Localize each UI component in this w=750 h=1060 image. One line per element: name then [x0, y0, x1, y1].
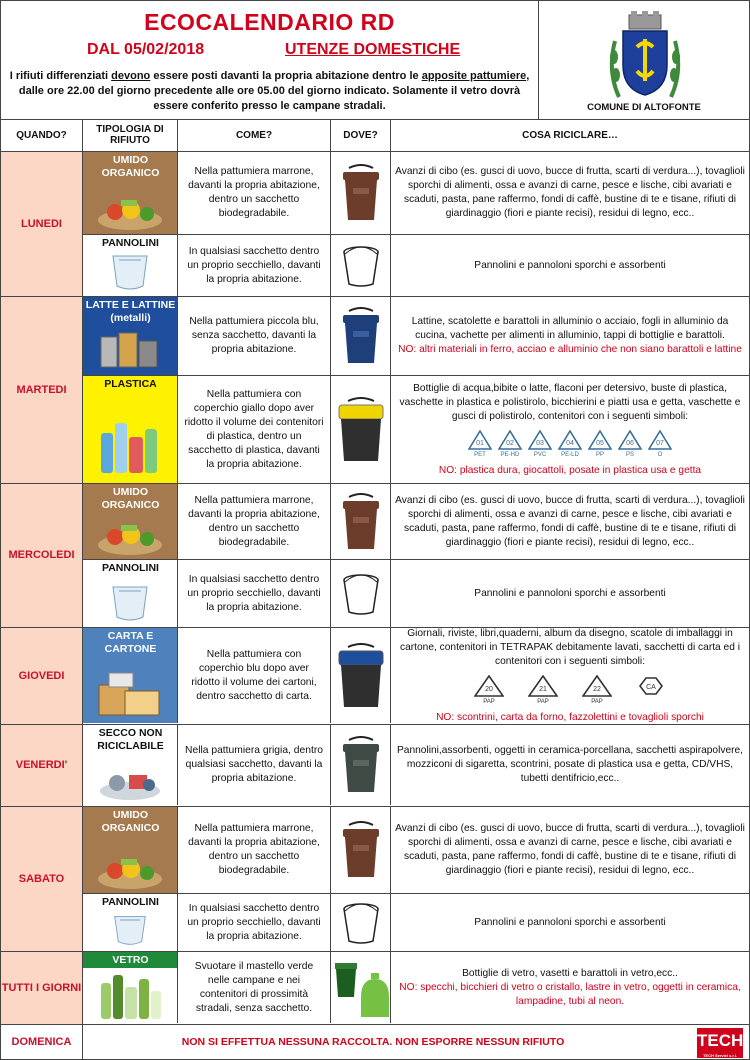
recycle-triangle-icon: [528, 675, 558, 697]
plastic-symbols: [395, 430, 745, 462]
dove-pannolini: [331, 235, 391, 296]
day-tutti: [1, 952, 749, 1025]
type-pannolini: PANNOLINI: [83, 235, 178, 296]
day-label: TUTTI I GIORNI: [1, 952, 83, 1024]
blue-bin-icon: [339, 307, 383, 365]
col-quando: QUANDO?: [1, 119, 83, 151]
bucket-icon: [341, 572, 381, 616]
brown-bin-icon: [339, 821, 383, 879]
recycle-triangle-icon: [588, 430, 612, 450]
recycle-triangle-icon: [474, 675, 504, 697]
paper-boxes-icon: [95, 667, 165, 719]
diaper-icon: [95, 911, 165, 947]
col-tipologia: TIPOLOGIA DI RIFIUTO: [83, 119, 178, 151]
yellow-lid-bin-icon: [336, 397, 386, 463]
svg-text:02: 02: [506, 439, 514, 447]
dove-pannolini: [331, 894, 391, 951]
row-pannolini: [83, 559, 749, 627]
bucket-icon: [341, 244, 381, 288]
recycle-triangle-icon: [582, 675, 612, 697]
diaper-icon: [95, 579, 165, 623]
row-pannolini: [83, 893, 749, 951]
cosa-pannolini: Pannolini e pannoloni sporchi e assorbenti: [474, 916, 666, 928]
diaper-icon: [95, 248, 165, 292]
column-headers: [1, 119, 749, 152]
cosa-umido: Avanzi di cibo (es. gusci di uovo, bucce di frutta, scarti di verdura...), tovaglioli sporchi di alimenti, ossa e avanzi di carne, pesce e lische, cibi avariati e scaduti, pasta, pane raffermo, fondi di caffè, bustine di te e tisane, rifiuti di giardinaggio (fiori e piante recisi), residui di legno, ecc..: [395, 823, 745, 876]
come-carta: Nella pattumiera con coperchio blu dopo aver ridotto il volume dei cartoni, dentro sacchetto di carta.: [178, 628, 331, 723]
day-label: MARTEDI: [1, 297, 83, 483]
plastica-no: NO: plastica dura, giocattoli, posate in plastica usa e getta: [438, 464, 702, 476]
page-title: ECOCALENDARIO RD: [144, 9, 395, 35]
row-pannolini: [83, 234, 749, 296]
cosa-latte: Lattine, scatolette e barattoli in alluminio o acciaio, fogli in alluminio da cucina, vachette per alimenti in alluminio, tappi di bottiglie e barattoli. NO: altri materiali in ferro, acciao e alluminio che non siano barattoli e lattine: [391, 297, 749, 375]
type-umido: UMIDO ORGANICO: [83, 152, 178, 234]
plastic-bottles-icon: [95, 415, 165, 477]
row-carta: [83, 628, 749, 723]
latte-no: NO: altri materiali in ferro, acciao e alluminio che non siano barattoli e lattine: [398, 344, 742, 355]
cans-icon: [95, 327, 165, 371]
cosa-plastica: Bottiglie di acqua,bibite o latte, flaconi per detersivo, buste di plastica, vaschette in plastica e polistirolo, bicchierini e piatti usa e getta, vaschette e gusci di polistirolo, contenitori con i seguenti simboli: 01 PET 02 PE-HD 03 PVC 04 PE-LD 05 PP 06 PS 07 O NO: plastica dura, giocattoli, posate in plastica usa e getta: [391, 376, 749, 483]
svg-text:20: 20: [485, 685, 493, 693]
paper-recycle-symbol: 20 PAP: [474, 675, 504, 709]
row-umido: [83, 484, 749, 559]
paper-recycle-symbol: 22 PAP: [582, 675, 612, 709]
paper-recycle-symbol: [636, 675, 666, 709]
svg-text:04: 04: [566, 439, 574, 447]
day-sabato: [1, 807, 749, 952]
dove-umido: [331, 807, 391, 893]
grey-bin-icon: [339, 736, 383, 794]
paper-symbols: [395, 675, 745, 709]
dove-umido: [331, 484, 391, 559]
col-cosa: COSA RICICLARE…: [522, 129, 618, 141]
svg-text:06: 06: [626, 439, 634, 447]
type-umido: UMIDO ORGANICO: [83, 484, 178, 559]
dove-latte: [331, 297, 391, 375]
svg-text:22: 22: [593, 685, 601, 693]
mixed-waste-icon: [95, 761, 165, 801]
header-right: [539, 1, 749, 119]
recycle-symbol: 04 PE-LD: [558, 430, 582, 462]
svg-text:21: 21: [539, 685, 547, 693]
glass-bottles-icon: [95, 971, 165, 1021]
recycle-triangle-icon: [648, 430, 672, 450]
blue-lid-bin-icon: [336, 643, 386, 709]
recycle-symbol: 03 PVC: [528, 430, 552, 462]
come-latte: Nella pattumiera piccola blu, senza sacchetto, davanti la propria abitazione.: [178, 297, 331, 375]
type-latte: LATTE E LATTINE (metalli): [83, 297, 178, 375]
day-label: DOMENICA: [1, 1025, 83, 1059]
svg-text:05: 05: [596, 439, 604, 447]
col-dove: DOVE?: [331, 119, 391, 151]
food-waste-icon: [95, 511, 165, 555]
come-secco: Nella pattumiera grigia, dentro qualsiasi sacchetto, davanti la propria abitazione.: [178, 725, 331, 805]
recycle-triangle-icon: [558, 430, 582, 450]
type-pannolini: PANNOLINI: [83, 560, 178, 627]
cosa-pannolini: Pannolini e pannoloni sporchi e assorbenti: [474, 259, 666, 271]
cosa-umido: Avanzi di cibo (es. gusci di uovo, bucce di frutta, scarti di verdura...), tovaglioli sporchi di alimenti, ossa e avanzi di carne, pesce e lische, cibi avariati e scaduti, pasta, pane raffermo, fondi di caffè, bustine di te e tisane, rifiuti di giardinaggio (fiori e piante recisi), residui di legno, ecc..: [395, 494, 745, 548]
row-umido: [83, 807, 749, 893]
day-domenica: [1, 1025, 749, 1059]
glass-bin-bell-icon: [333, 957, 389, 1019]
day-mercoledi: [1, 484, 749, 628]
svg-text:07: 07: [656, 439, 664, 447]
day-label: GIOVEDI: [1, 628, 83, 724]
recycle-symbol: 02 PE-HD: [498, 430, 522, 462]
dove-pannolini: [331, 560, 391, 627]
col-come: COME?: [178, 119, 331, 151]
tech-logo: TECH TECH Servizi s.r.l.: [697, 1028, 743, 1058]
row-vetro: [83, 952, 749, 1023]
svg-text:CA: CA: [646, 683, 656, 691]
come-umido: Nella pattumiera marrone, davanti la propria abitazione, dentro un sacchetto biodegradabile.: [178, 152, 331, 234]
paper-recycle-symbol: 21 PAP: [528, 675, 558, 709]
day-label: VENERDI': [1, 725, 83, 806]
come-plastica: Nella pattumiera con coperchio giallo dopo aver ridotto il volume dei contenitori di plastica, dentro un sacchetto di plastica, davanti la propria abitazione.: [178, 376, 331, 483]
come-pannolini: In qualsiasi sacchetto dentro un proprio secchiello, davanti la propria abitazione.: [178, 235, 331, 296]
cosa-secco: Pannolini,assorbenti, oggetti in ceramica-porcellana, sacchetti aspirapolvere, mozziconi di sigaretta, scontrini, posate di plastica usa e getta, CD/VHS, tubetti dentifricio,ecc..: [397, 745, 743, 784]
dove-vetro: [331, 952, 391, 1023]
municipal-crest-icon: [605, 11, 685, 99]
bucket-icon: [341, 901, 381, 945]
dove-secco: [331, 725, 391, 805]
cosa-vetro: Bottiglie di vetro, vasetti e barattoli in vetro,ecc.. NO: specchi, bicchieri di vetro o cristallo, lastre in vetro, oggetti in ceramica, lampadine, tubi al neon.: [391, 952, 749, 1023]
header: [1, 1, 749, 120]
day-lunedi: [1, 152, 749, 297]
type-vetro: VETRO: [83, 952, 178, 1023]
row-secco: [83, 725, 749, 805]
recycle-ca-icon: [636, 675, 666, 697]
day-label: LUNEDI: [1, 152, 83, 296]
come-vetro: Svuotare il mastello verde nelle campane e nei contenitori di prossimità stradali, senza sacchetto.: [178, 952, 331, 1023]
brown-bin-icon: [339, 493, 383, 551]
recycle-symbol: 05 PP: [588, 430, 612, 462]
type-carta: CARTA E CARTONE: [83, 628, 178, 723]
intro-text: I rifiuti differenziati devono essere posti davanti la propria abitazione dentro le apposite pattumiere, dalle ore 22.00 del giorno precedente alle ore 05.00 del giorno indicato. Solamente il vetro dovrà essere conferito presso le campane stradali.: [9, 70, 530, 112]
row-umido: [83, 152, 749, 234]
come-pannolini: In qualsiasi sacchetto dentro un proprio secchiello, davanti la propria abitazione.: [178, 894, 331, 951]
cosa-umido: Avanzi di cibo (es. gusci di uovo, bucce di frutta, scarti di verdura...), tovaglioli sporchi di alimenti, ossa e avanzi di carne, pesce e lische, cibi avariati e scaduti, pasta, pane raffermo, fondi di caffè, bustine di te e tisane, rifiuti di giardinaggio (fiori e piante recisi), residui di legno, ecc..: [395, 166, 745, 219]
row-latte: [83, 297, 749, 375]
recycle-triangle-icon: [528, 430, 552, 450]
dove-carta: [331, 628, 391, 723]
svg-text:01: 01: [476, 439, 484, 447]
recycle-triangle-icon: [468, 430, 492, 450]
dove-umido: [331, 152, 391, 234]
day-label: MERCOLEDI: [1, 484, 83, 627]
day-label: SABATO: [1, 807, 83, 951]
recycle-symbol: 06 PS: [618, 430, 642, 462]
come-umido: Nella pattumiera marrone, davanti la propria abitazione, dentro un sacchetto biodegradabile.: [178, 807, 331, 893]
cosa-pannolini: Pannolini e pannoloni sporchi e assorbenti: [474, 587, 666, 599]
type-pannolini: PANNOLINI: [83, 894, 178, 951]
brown-bin-icon: [339, 164, 383, 222]
recycle-symbol: 07 O: [648, 430, 672, 462]
come-pannolini: In qualsiasi sacchetto dentro un proprio secchiello, davanti la propria abitazione.: [178, 560, 331, 627]
day-martedi: [1, 297, 749, 484]
domenica-message: NON SI EFFETTUA NESSUNA RACCOLTA. NON ESPORRE NESSUN RIFIUTO: [181, 1036, 565, 1048]
day-giovedi: [1, 628, 749, 725]
type-secco: SECCO NON RICICLABILE: [83, 725, 178, 805]
row-plastica: [83, 375, 749, 483]
come-umido: Nella pattumiera marrone, davanti la propria abitazione, dentro un sacchetto biodegradabile.: [178, 484, 331, 559]
recycle-triangle-icon: [618, 430, 642, 450]
recycle-symbol: 01 PET: [468, 430, 492, 462]
dove-plastica: [331, 376, 391, 483]
user-type: UTENZE DOMESTICHE: [285, 41, 461, 58]
start-date: DAL 05/02/2018: [87, 41, 205, 58]
type-umido: UMIDO ORGANICO: [83, 807, 178, 893]
type-plastica: PLASTICA: [83, 376, 178, 483]
recycle-triangle-icon: [498, 430, 522, 450]
food-waste-icon: [95, 845, 165, 889]
food-waste-icon: [95, 186, 165, 230]
day-venerdi: [1, 725, 749, 807]
svg-text:03: 03: [536, 439, 544, 447]
carta-no: NO: scontrini, carta da forno, fazzolettini e tovaglioli sporchi: [436, 711, 704, 723]
comune-name: COMUNE DI ALTOFONTE: [587, 102, 701, 113]
cosa-carta: Giornali, riviste, libri,quaderni, album da disegno, scatole di imballaggi in cartone, contenitori in TETRAPAK debitamente lavati, sacchetti di carta ed i contenitori con i seguenti simboli: 20 PAP 21 PAP 22 PAP CA NO: scontrini, carta da forno, fazzolettini e tovaglioli sporchi: [391, 628, 749, 723]
header-left: [1, 1, 539, 119]
vetro-no: NO: specchi, bicchieri di vetro o cristallo, lastre in vetro, oggetti in ceramica, lampadine, tubi al neon.: [399, 981, 741, 1007]
